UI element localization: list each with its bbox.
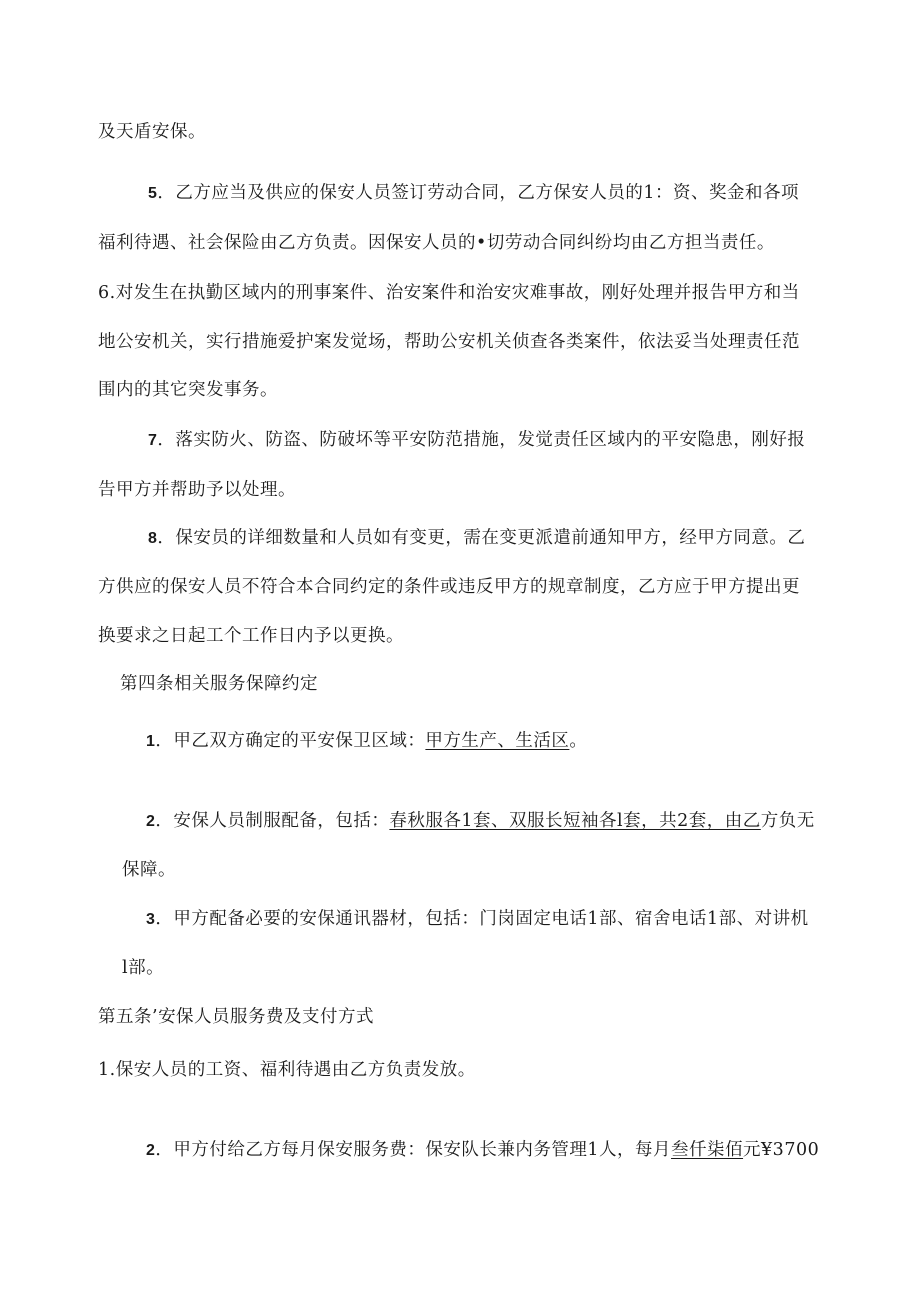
paragraph-line <box>146 907 809 932</box>
text: ．安保人员制服配备，包括： <box>155 811 390 831</box>
paragraph-line <box>148 526 805 551</box>
paragraph-line <box>122 956 164 980</box>
text: 方供应的保安人员不符合本合同约定的条件或违反甲方的规章制度，乙方应于甲方提出更 <box>98 577 800 597</box>
item-number: 5 <box>148 185 158 202</box>
text: 。 <box>569 731 588 751</box>
item-number: 8 <box>148 530 158 547</box>
paragraph-line <box>122 858 176 882</box>
item-number: 2 <box>146 813 156 830</box>
text: 第四条相关服务保障约定 <box>120 674 318 694</box>
text: ．甲方配备必要的安保通讯器材，包括：门岗固定电话1部、宿舍电话1部、对讲机 <box>155 909 809 929</box>
underlined-fill-in: 甲方生产、生活区 <box>425 731 570 751</box>
section-heading <box>98 1005 374 1029</box>
item-number: 3 <box>146 911 156 928</box>
text: 告甲方并帮助予以处理。 <box>98 480 296 500</box>
text: 福利待遇、社会保险由乙方负责。因保安人员的•切劳动合同纠纷均由乙方担当责任。 <box>98 233 775 253</box>
text: ．甲乙双方确定的平安保卫区域： <box>155 731 426 751</box>
paragraph-line <box>98 120 206 144</box>
item-number: 1 <box>146 733 156 750</box>
text: ．保安员的详细数量和人员如有变更，需在变更派遣前通知甲方，经甲方同意。乙 <box>157 528 806 548</box>
text: l部。 <box>122 958 165 978</box>
text: 1.保安人员的工资、福利待遇由乙方负责发放。 <box>98 1060 476 1080</box>
text: 方负无 <box>760 811 815 831</box>
paragraph-line <box>146 1138 819 1163</box>
item-number: 2 <box>146 1142 156 1159</box>
item-number: 7 <box>148 432 158 449</box>
paragraph-line <box>146 809 815 834</box>
text: 6.对发生在执勤区域内的刑事案件、治安案件和治安灾难事故，刚好处理并报告甲方和当 <box>98 283 800 303</box>
text: ．落实防火、防盗、防破坏等平安防范措施，发觉责任区域内的平安隐患，刚好报 <box>157 430 806 450</box>
paragraph-line <box>98 575 800 599</box>
paragraph-line <box>148 428 805 453</box>
text: 地公安机关，实行措施爱护案发觉场，帮助公安机关侦查各类案件，依法妥当处理责任范 <box>98 332 800 352</box>
text: 及天盾安保。 <box>98 122 206 142</box>
underlined-fill-in: 叁仟柒佰 <box>671 1140 744 1160</box>
paragraph-line <box>98 378 278 402</box>
text: 元¥3700 <box>743 1140 820 1160</box>
paragraph-line <box>98 231 775 255</box>
paragraph-line <box>98 281 800 305</box>
text: ．乙方应当及供应的保安人员签订劳动合同，乙方保安人员的1：资、奖金和各项 <box>157 183 800 203</box>
paragraph-line <box>148 181 799 206</box>
underlined-fill-in: 春秋服各1套、双服长短袖各l套，共2套，由乙 <box>389 811 761 831</box>
text: 保障。 <box>122 860 176 880</box>
text: 第五条’安保人员服务费及支付方式 <box>98 1007 375 1027</box>
paragraph-line <box>98 1058 476 1082</box>
paragraph-line <box>98 624 404 648</box>
section-heading <box>120 672 318 696</box>
paragraph-line <box>98 478 296 502</box>
text: 围内的其它突发事务。 <box>98 380 278 400</box>
text: ．甲方付给乙方每月保安服务费：保安队长兼内务管理1人，每月 <box>155 1140 672 1160</box>
text: 换要求之日起工个工作日内予以更换。 <box>98 626 404 646</box>
paragraph-line <box>98 330 800 354</box>
paragraph-line <box>146 729 587 754</box>
